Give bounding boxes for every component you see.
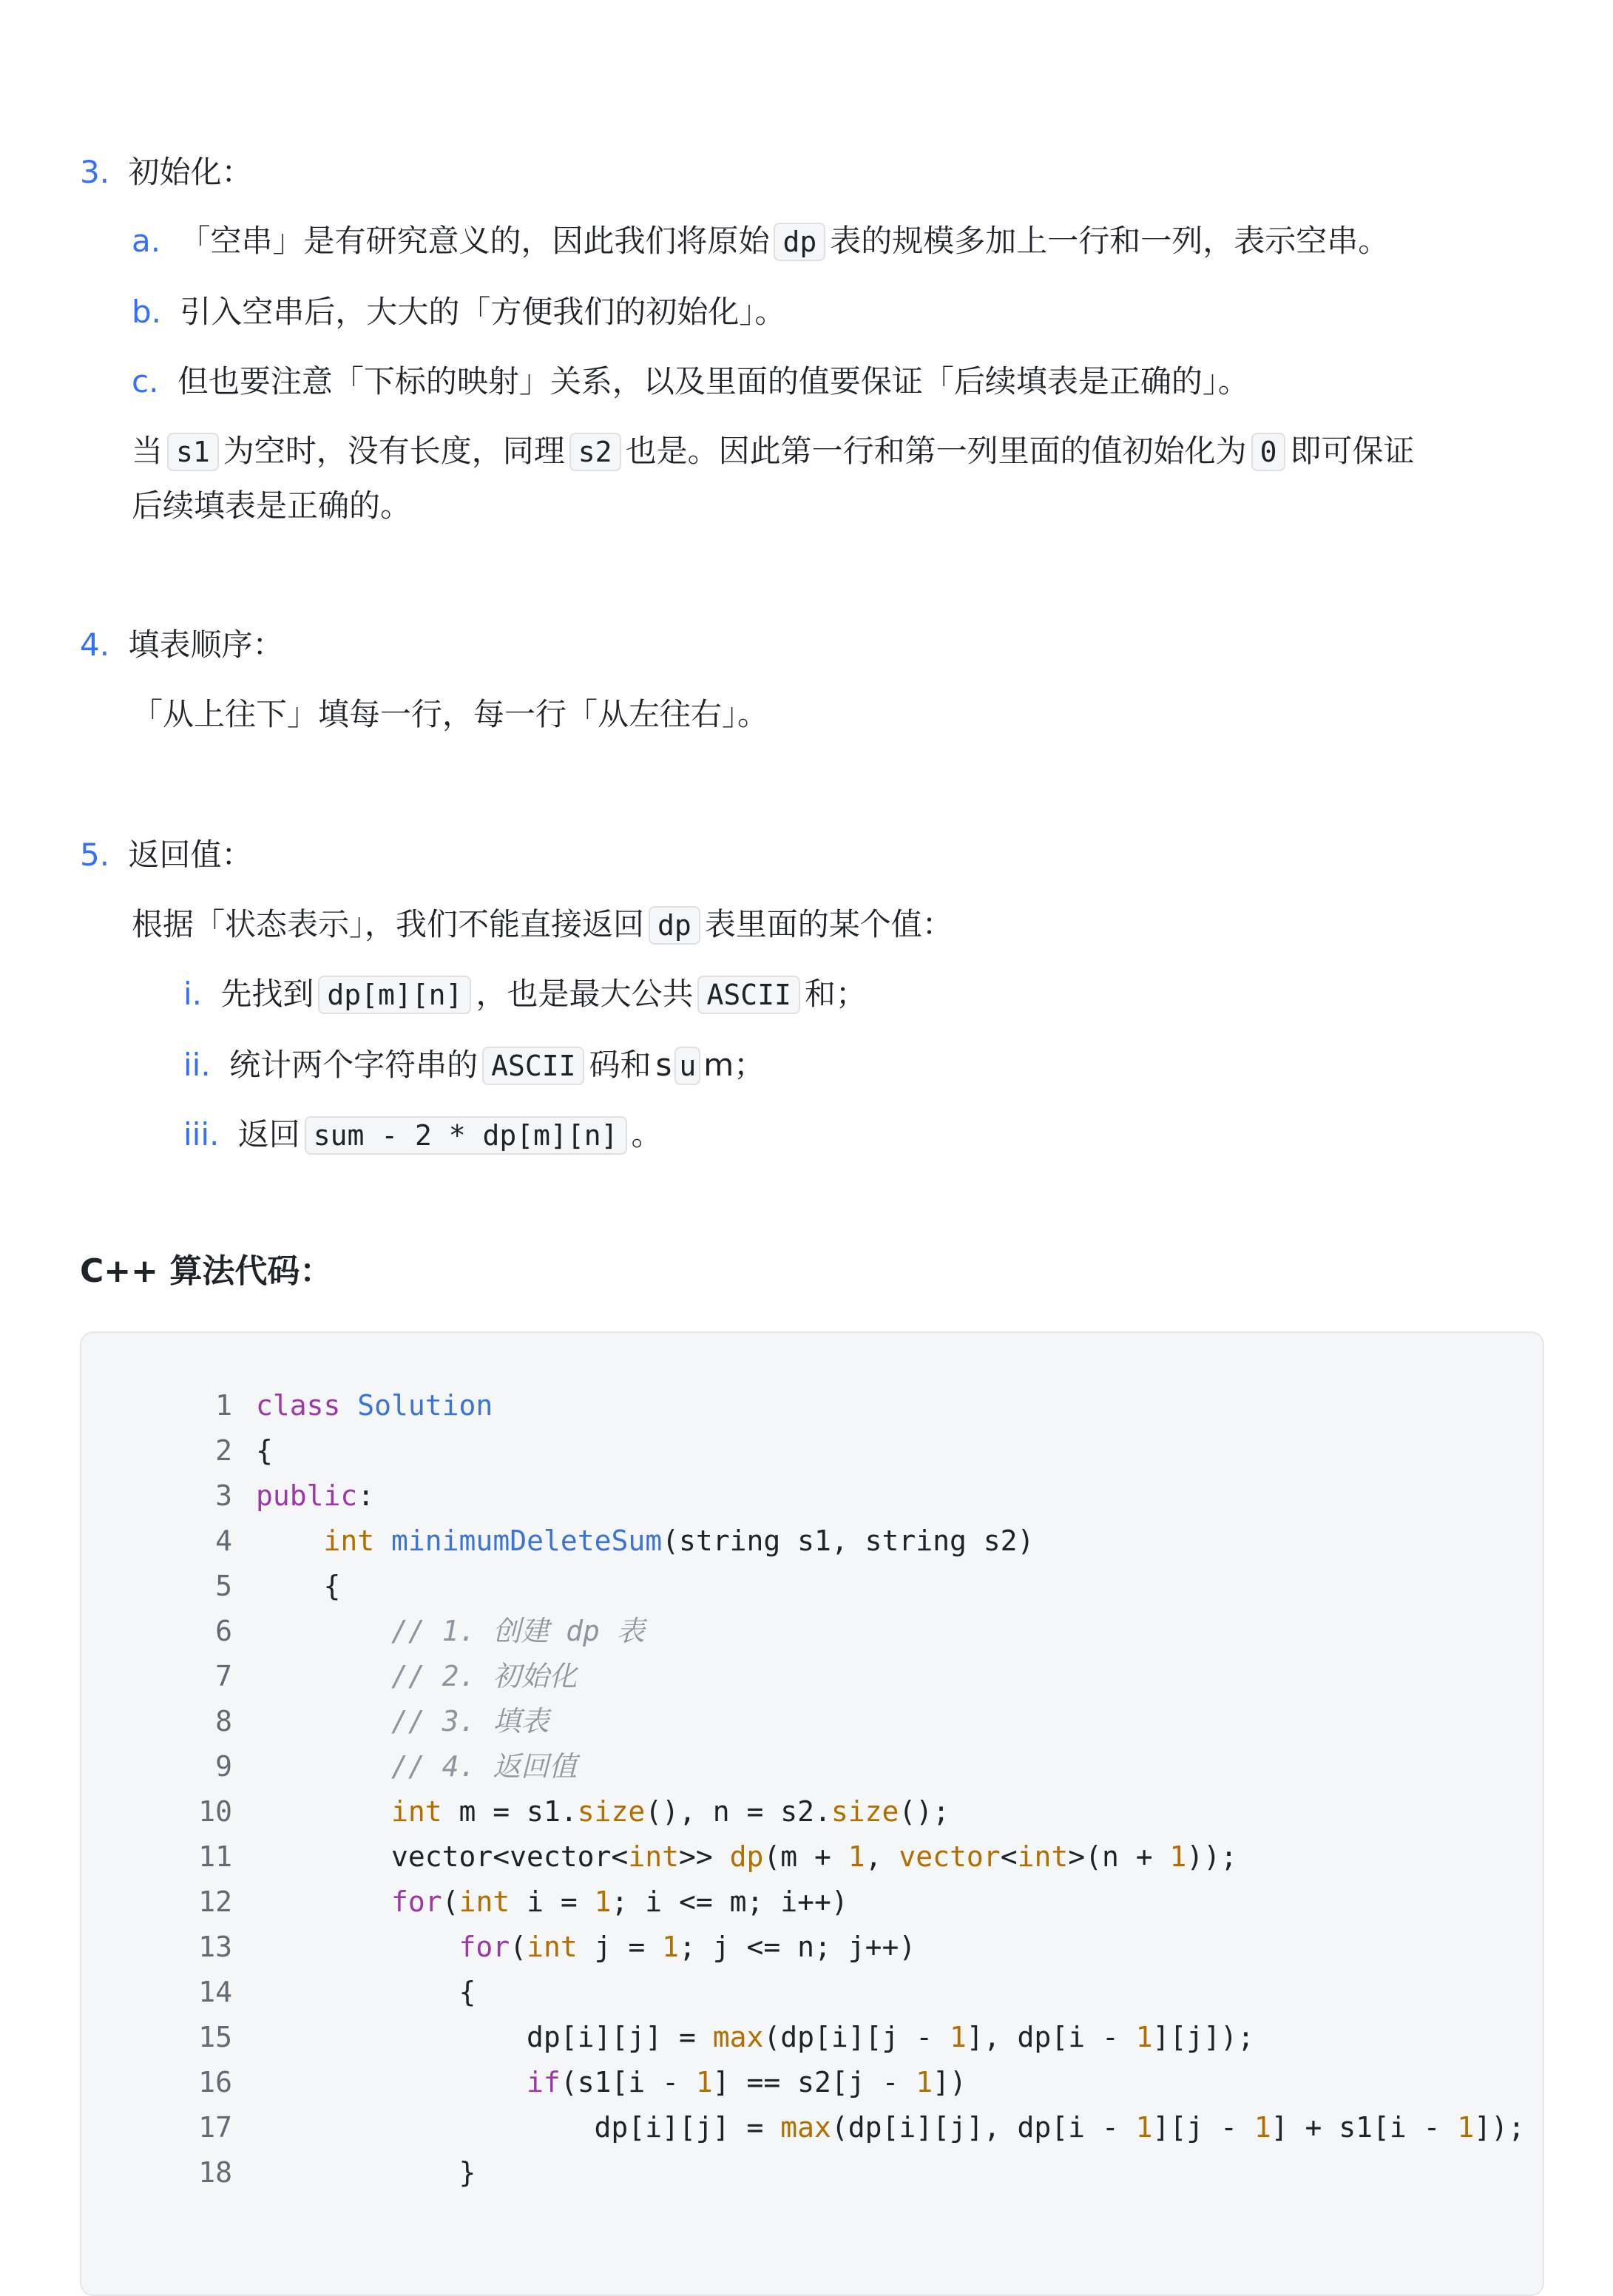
code-line: 10 int m = s1.size(), n = s2.size(); [81,1789,950,1834]
code-line: 12 for(int i = 1; i <= m; i++) [81,1880,848,1925]
list-label: ii. [183,1047,211,1083]
paragraph-line-2: 后续填表是正确的。 [132,487,412,524]
item-text: 先找到 [220,976,314,1012]
list-label: c. [132,363,159,399]
line-number: 15 [198,2021,232,2053]
code-line: 5 { [81,1564,340,1609]
list-item-ii [183,1043,765,1088]
line-number: 8 [215,1705,232,1738]
list-item-iii [183,1112,663,1158]
item-text: 。 [631,1116,663,1152]
item-text: 但也要注意「下标的映射」关系，以及里面的值要保证「后续填表是正确的」。 [177,363,1249,399]
line-number: 2 [215,1434,232,1467]
inline-code: ASCII [482,1047,584,1085]
section-title: 填表顺序： [128,627,284,663]
code-line: 6 // 1. 创建 dp 表 [81,1609,645,1654]
line-number: 4 [215,1525,232,1557]
code-line: 11 vector<vector<int>> dp(m + 1, vector<int>(n + 1)); [81,1834,1237,1880]
inline-code: s2 [569,433,621,471]
line-number: 13 [198,1931,232,1963]
line-number: 14 [198,1976,232,2008]
code-line: 16 if(s1[i - 1] == s2[j - 1]) [81,2060,967,2105]
section-3-heading [80,150,252,195]
paragraph-text: 即可保证 [1290,433,1415,469]
list-label: i. [183,976,203,1012]
section-5-heading [80,833,252,877]
section-title: 返回值： [128,837,253,873]
inline-code: dp[m][n] [318,976,471,1014]
paragraph-text: 为空时，没有长度，同理 [223,433,565,469]
code-line: 9 // 4. 返回值 [81,1744,577,1789]
line-number: 12 [198,1885,232,1918]
code-line: 15 dp[i][j] = max(dp[i][j - 1], dp[i - 1][j]); [81,2015,1254,2060]
code-line: 18 } [81,2150,476,2195]
list-item-a [132,219,1389,264]
item-text: 「空串」是有研究意义的，因此我们将原始 [179,223,770,259]
code-line: 13 for(int j = 1; j <= n; j++) [81,1925,916,1970]
line-number: 11 [198,1840,232,1873]
paragraph-text: 根据「状态表示」，我们不能直接返回 [132,906,645,942]
section-title: 初始化： [128,154,253,190]
code-line: 7 // 2. 初始化 [81,1654,577,1699]
inline-code: s1 [167,433,219,471]
line-number: 5 [215,1570,232,1602]
item-text: 和； [804,976,867,1012]
line-number: 10 [198,1795,232,1828]
section-5-paragraph [132,902,953,948]
list-item-c [132,359,1249,404]
line-number: 6 [215,1615,232,1647]
item-text: 表的规模多加上一行和一列，表示空串。 [830,223,1390,259]
line-number: 1 [215,1389,232,1422]
section-4-heading [80,623,283,667]
paragraph-text: 当 [132,433,163,469]
list-item-b [132,290,785,334]
item-text: 码和 [589,1047,652,1083]
section-4-text: 「从上往下」填每一行，每一行「从左往右」。 [132,696,769,732]
list-label: a. [132,223,161,259]
item-text: 引入空串后，大大的「方便我们的初始化」。 [180,294,786,330]
list-number: 3. [80,154,110,190]
code-block [80,1331,1544,2296]
list-number: 5. [80,837,110,873]
line-number: 18 [198,2156,232,2189]
inline-code: dp [649,906,700,945]
code-line: 14 { [81,1970,476,2015]
inline-code: 0 [1251,433,1286,471]
line-number: 9 [215,1750,232,1783]
list-number: 4. [80,627,110,663]
inline-code: ASCII [697,976,799,1014]
item-text: ，也是最大公共 [476,976,694,1012]
list-label: iii. [183,1116,220,1152]
inline-code: sum - 2 * dp[m][n] [305,1116,627,1155]
code-line: 2 { [81,1428,273,1473]
code-line: 8 // 3. 填表 [81,1699,549,1744]
line-number: 3 [215,1479,232,1512]
paragraph-text: 也是。因此第一行和第一列里面的值初始化为 [625,433,1247,469]
line-number: 17 [198,2111,232,2144]
paragraph-text: 表里面的某个值： [704,906,953,942]
item-text: s [655,1047,672,1083]
code-line: 1 class Solution [81,1383,493,1428]
list-item-i [183,972,867,1017]
code-heading: C++ 算法代码： [80,1252,333,1290]
code-line: 17 dp[i][j] = max(dp[i][j], dp[i - 1][j - 1] + s1[i - 1]); [81,2105,1525,2150]
paragraph-line-1 [132,429,1414,474]
item-text: 统计两个字符串的 [229,1047,479,1083]
inline-code: dp [774,223,825,261]
code-line: 4 int minimumDeleteSum(string s1, string s2) [81,1519,1034,1564]
line-number: 16 [198,2066,232,2099]
list-label: b. [132,294,162,330]
code-line: 3 public: [81,1473,374,1519]
line-number: 7 [215,1660,232,1692]
item-text: 返回 [237,1116,300,1152]
item-text: m； [703,1047,765,1083]
inline-code: u [674,1047,700,1085]
